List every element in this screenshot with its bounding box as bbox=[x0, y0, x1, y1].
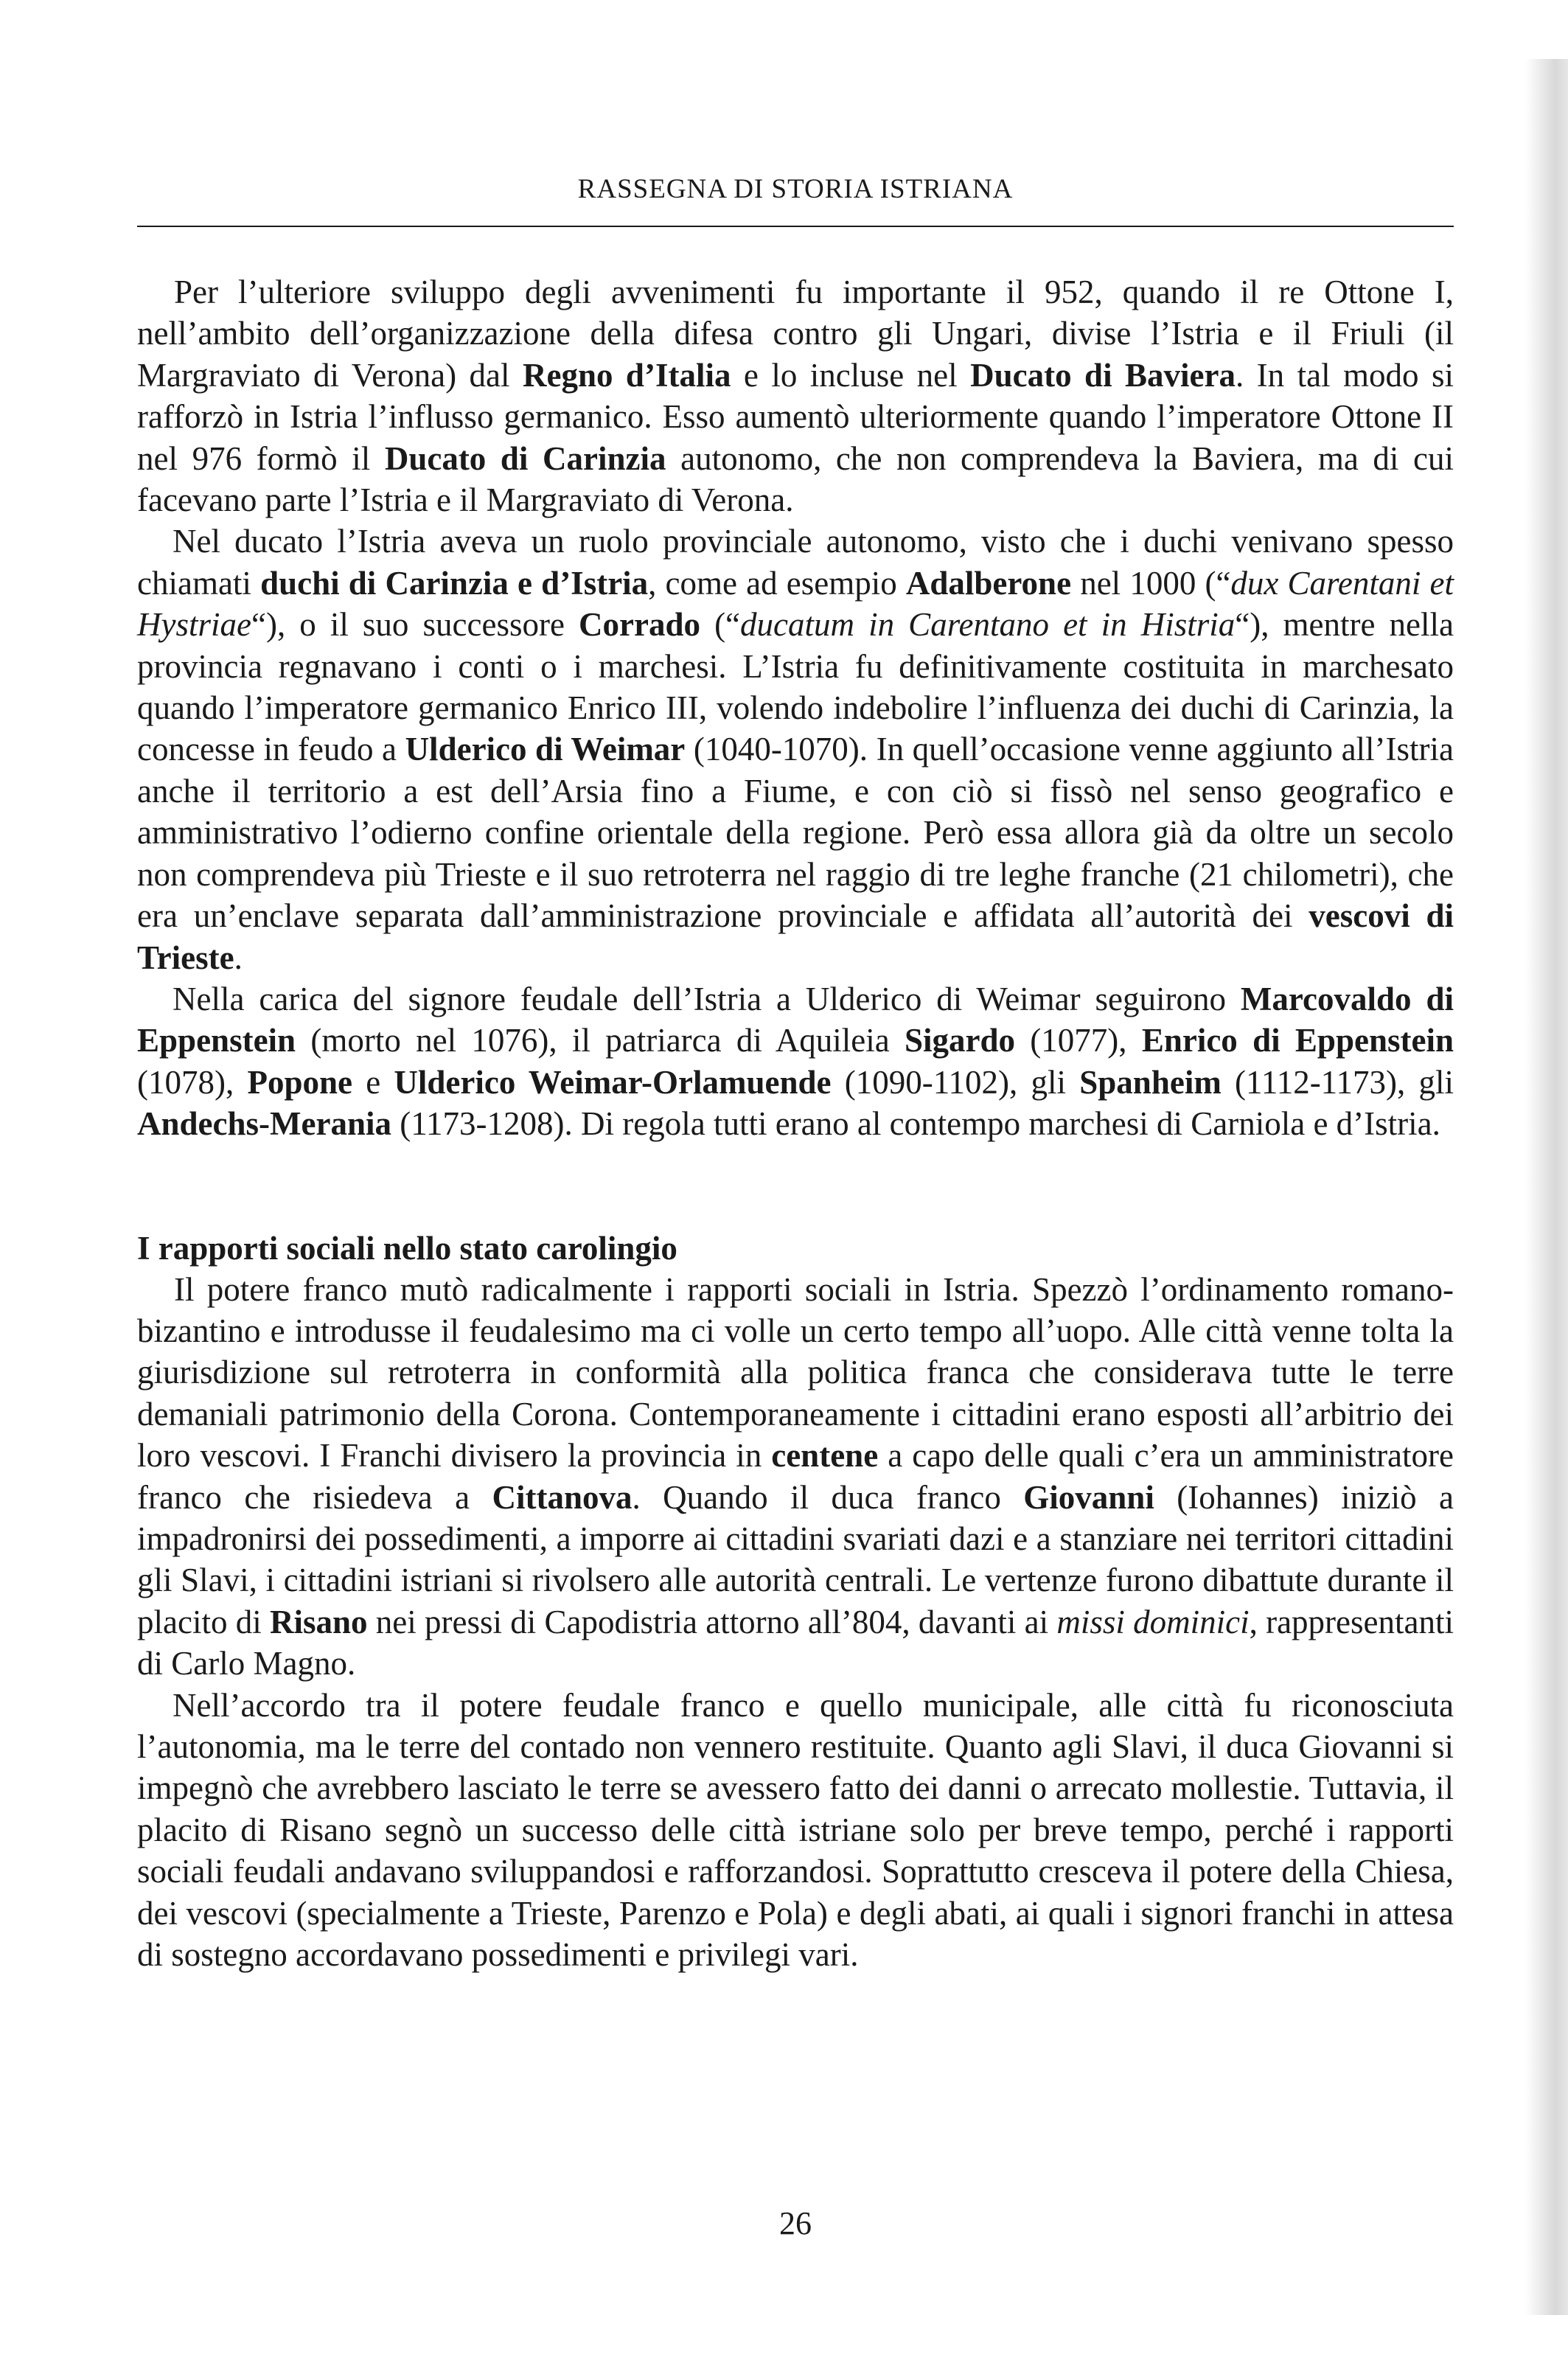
text-run: , rappresentanti di Carlo Magno. bbox=[137, 1603, 1454, 1682]
text-run: nei pressi di Capodistria attorno all’804, davanti ai bbox=[367, 1603, 1057, 1640]
text-run: (1090-1102), gli bbox=[831, 1063, 1080, 1101]
text-run: (1077), bbox=[1015, 1022, 1142, 1059]
italic-quote: ducatum in Carentano et in Histria bbox=[740, 606, 1236, 644]
text-run: “), o il suo successore bbox=[251, 606, 579, 644]
section-heading: I rapporti sociali nello stato carolingio bbox=[137, 1229, 677, 1267]
bold-term: Regno d’Italia bbox=[522, 356, 731, 394]
italic-term: missi dominici bbox=[1056, 1603, 1250, 1640]
bold-term: Giovanni bbox=[1023, 1478, 1154, 1516]
text-run: (1173-1208). Di regola tutti erano al contempo marchesi di Carniola e d’Istria. bbox=[391, 1105, 1440, 1143]
text-run: . In tal modo si rafforzò in Istria l’influsso germanico. Esso aumentò ulteriormente quando l’imperatore Ottone II nel 976 formò il bbox=[137, 356, 1454, 477]
text-run: Per l’ulteriore sviluppo degli avvenimenti fu importante il 952, quando il re Ottone I, nell’ambito dell’organizzazione della difesa contro gli Ungari, divise l’Istria e il Friuli (il Margraviato di Verona) dal bbox=[137, 274, 1454, 394]
book-page bbox=[137, 0, 1454, 2377]
running-head: RASSEGNA DI STORIA ISTRIANA bbox=[577, 174, 1014, 204]
paragraph-potere-franco bbox=[137, 1269, 1454, 1685]
text-run: Nella carica del signore feudale dell’Istria a Ulderico di Weimar seguirono bbox=[173, 980, 1241, 1017]
text-run: (1112-1173), gli bbox=[1221, 1063, 1454, 1101]
bold-term: Ulderico Weimar-Orlamuende bbox=[394, 1063, 832, 1101]
paragraph-ducato bbox=[137, 521, 1454, 978]
bold-term: Corrado bbox=[579, 606, 700, 644]
bold-term: vescovi di Trieste bbox=[137, 897, 1454, 976]
text-run: (Iohannes) iniziò a impadronirsi dei possedimenti, a imporre ai cittadini svariati dazi e a stanziare nei territori cittadini gli Slavi, i cittadini istriani si rivolsero alle autorità centrali. Le vertenze furono dibattute durante il placito di bbox=[137, 1478, 1454, 1640]
text-run: nel 1000 (“ bbox=[1071, 564, 1231, 602]
page-text bbox=[137, 271, 1454, 1975]
header-rule bbox=[137, 226, 1454, 227]
text-run: e bbox=[352, 1063, 394, 1101]
bold-term: Popone bbox=[247, 1063, 352, 1101]
bold-term: Spanheim bbox=[1079, 1063, 1222, 1101]
text-run: . Quando il duca franco bbox=[632, 1478, 1024, 1516]
text-run: (“ bbox=[700, 606, 741, 644]
text-run: Nell’accordo tra il potere feudale franco e quello municipale, alle città fu riconosciuta l’autonomia, ma le terre del contado non vennero restituite. Quanto agli Slavi, il duca Giovanni si impegnò che avrebbero lasciato le terre se avessero fatto dei danni o arrecato mollestie. Tuttavia, il placito di Risano segnò un successo delle città istriane solo per breve tempo, perché i rapporti sociali feudali andavano sviluppandosi e rafforzandosi. Soprattutto cresceva il potere della Chiesa, dei vescovi (specialmente a Trieste, Parenzo e Pola) e degli abati, ai quali i signori franchi in attesa di sostegno accordavano possedimenti e privilegi vari. bbox=[137, 1686, 1454, 1974]
text-run: autonomo, che non comprendeva la Baviera, ma di cui facevano parte l’Istria e il Margraviato di Verona. bbox=[137, 439, 1454, 519]
bold-term: Ducato di Baviera bbox=[970, 356, 1236, 394]
page-edge-shadow bbox=[1525, 59, 1568, 2315]
text-run: a capo delle quali c’era un amministratore franco che risiedeva a bbox=[137, 1437, 1454, 1516]
bold-term: Risano bbox=[269, 1603, 368, 1640]
bold-term: Andechs-Merania bbox=[137, 1105, 391, 1143]
bold-term: centene bbox=[771, 1437, 879, 1475]
bold-term: Adalberone bbox=[905, 564, 1072, 602]
text-run: Il potere franco mutò radicalmente i rapporti sociali in Istria. Spezzò l’ordinamento romano-bizantino e introdusse il feudalesimo ma ci volle un certo tempo all’uopo. Alle città venne tolta la giurisdizione sul retroterra in conformità alla politica franca che considerava tutte le terre demaniali patrimonio della Corona. Contemporaneamente i cittadini erano esposti all’arbitrio dei loro vescovi. I Franchi divisero la provincia in bbox=[137, 1270, 1454, 1475]
text-run: (1078), bbox=[137, 1063, 248, 1101]
text-run: “), mentre nella provincia regnavano i conti o i marchesi. L’Istria fu definitivamente costituita in marchesato quando l’imperatore germanico Enrico III, volendo indebolire l’influenza dei duchi di Carinzia, la concesse in feudo a bbox=[137, 606, 1454, 768]
italic-quote: dux Carentani et Hystriae bbox=[137, 564, 1454, 644]
bold-term: Cittanova bbox=[492, 1478, 633, 1516]
text-run: (morto nel 1076), il patriarca di Aquileia bbox=[296, 1022, 905, 1059]
bold-term: Sigardo bbox=[904, 1022, 1015, 1059]
text-run: (1040-1070). In quell’occasione venne aggiunto all’Istria anche il territorio a est dell’Arsia fino a Fiume, e con ciò si fissò nel senso geografico e amministrativo l’odierno confine orientale della regione. Però essa allora già da oltre un secolo non comprendeva più Trieste e il suo retroterra nel raggio di tre leghe franche (21 chilometri), che era un’enclave separata dall’amministrazione provinciale e affidata all’autorità dei bbox=[137, 731, 1454, 935]
paragraph-accordo bbox=[137, 1685, 1454, 1976]
text-run: , come ad esempio bbox=[648, 564, 906, 602]
text-run: . bbox=[234, 939, 243, 976]
bold-term: duchi di Carinzia e d’Istria bbox=[260, 564, 649, 602]
paragraph-successori bbox=[137, 978, 1454, 1145]
bold-term: Ulderico di Weimar bbox=[405, 731, 686, 768]
page-number: 26 bbox=[779, 2205, 812, 2241]
paragraph-ottone bbox=[137, 271, 1454, 521]
bold-term: Enrico di Eppenstein bbox=[1141, 1022, 1454, 1059]
text-run: e lo incluse nel bbox=[731, 356, 971, 394]
text-run: Nel ducato l’Istria aveva un ruolo provinciale autonomo, visto che i duchi venivano spesso chiamati bbox=[137, 523, 1454, 602]
bold-term: Ducato di Carinzia bbox=[384, 439, 666, 477]
bold-term: Marcovaldo di Eppenstein bbox=[137, 980, 1454, 1059]
